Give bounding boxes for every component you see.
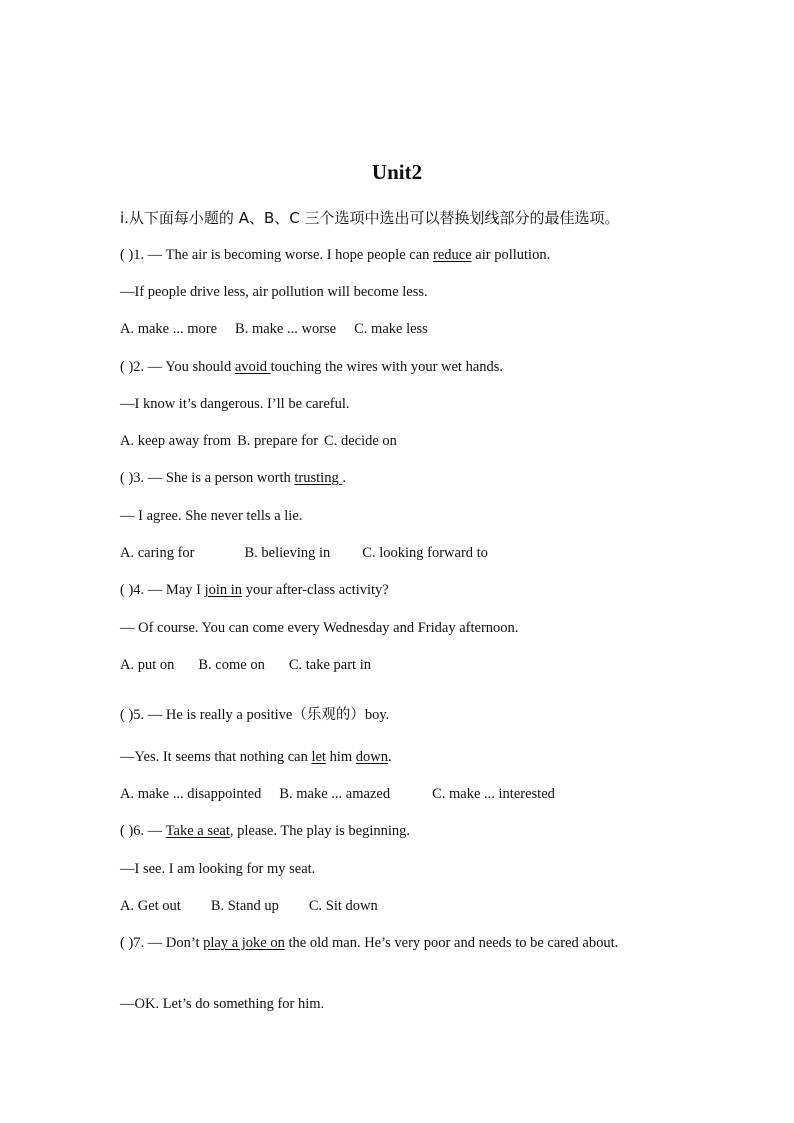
question-5-options: [120, 786, 555, 803]
option-c: C. make ... interested: [432, 786, 555, 802]
question-5-stem: ( )5. — He is really a positive（乐观的）boy.: [120, 707, 390, 723]
question-7-reply: —OK. Let’s do something for him.: [120, 996, 325, 1012]
question-4-options: [120, 657, 371, 674]
underlined-phrase: avoid: [234, 359, 271, 375]
option-a: A. caring for: [120, 545, 195, 561]
answer-bracket[interactable]: ( ): [120, 707, 134, 723]
underlined-word: down: [355, 749, 388, 765]
question-1-reply: —If people drive less, air pollution will become less.: [120, 284, 428, 300]
option-c: C. Sit down: [308, 898, 378, 914]
option-b: B. believing in: [244, 545, 331, 561]
option-c: C. looking forward to: [362, 545, 488, 561]
underlined-phrase: join in: [204, 582, 243, 598]
option-a: A. make ... more: [120, 321, 218, 337]
question-5-reply: —Yes. It seems that nothing can let him down.: [120, 749, 392, 765]
underlined-phrase: play a joke on: [203, 935, 285, 951]
question-3-stem: ( )3. — She is a person worth trusting .: [120, 470, 346, 486]
answer-bracket[interactable]: ( ): [120, 470, 134, 486]
answer-bracket[interactable]: ( ): [120, 823, 134, 839]
option-c: C. make less: [354, 321, 428, 337]
question-6-options: [120, 898, 378, 915]
question-1-stem: ( )1. — The air is becoming worse. I hope people can reduce air pollution.: [120, 247, 551, 263]
instruction-text: i.从下面每小题的 A、B、C 三个选项中选出可以替换划线部分的最佳选项。: [120, 209, 620, 227]
answer-bracket[interactable]: ( ): [120, 582, 134, 598]
question-3-options: [120, 545, 488, 562]
question-4-stem: ( )4. — May I join in your after-class activity?: [120, 582, 389, 598]
option-b: B. prepare for: [237, 433, 319, 449]
underlined-word: let: [311, 749, 326, 765]
question-7-stem: ( )7. — Don’t play a joke on the old man. He’s very poor and needs to be cared about.: [120, 935, 619, 951]
option-a: A. Get out: [120, 898, 181, 914]
question-3-reply: — I agree. She never tells a lie.: [120, 508, 303, 524]
answer-bracket[interactable]: ( ): [120, 935, 134, 951]
option-b: B. come on: [198, 657, 265, 673]
question-1-options: [120, 321, 428, 338]
option-b: B. make ... worse: [235, 321, 337, 337]
option-a: A. put on: [120, 657, 175, 673]
option-c: C. decide on: [324, 433, 397, 449]
option-b: B. Stand up: [210, 898, 279, 914]
page-title: Unit2: [371, 160, 423, 184]
underlined-phrase: trusting: [294, 470, 343, 486]
option-a: A. make ... disappointed: [120, 786, 262, 802]
answer-bracket[interactable]: ( ): [120, 247, 134, 263]
underlined-phrase: reduce: [433, 247, 472, 263]
question-2-stem: ( )2. — You should avoid touching the wires with your wet hands.: [120, 359, 504, 375]
question-6-reply: —I see. I am looking for my seat.: [120, 861, 316, 877]
option-a: A. keep away from: [120, 433, 232, 449]
question-6-stem: ( )6. — Take a seat, please. The play is beginning.: [120, 823, 411, 839]
option-c: C. take part in: [288, 657, 371, 673]
answer-bracket[interactable]: ( ): [120, 359, 134, 375]
option-b: B. make ... amazed: [279, 786, 391, 802]
question-4-reply: — Of course. You can come every Wednesday and Friday afternoon.: [120, 620, 519, 636]
underlined-phrase: Take a seat: [165, 823, 230, 839]
question-2-reply: —I know it’s dangerous. I’ll be careful.: [120, 396, 350, 412]
question-2-options: [120, 433, 397, 450]
